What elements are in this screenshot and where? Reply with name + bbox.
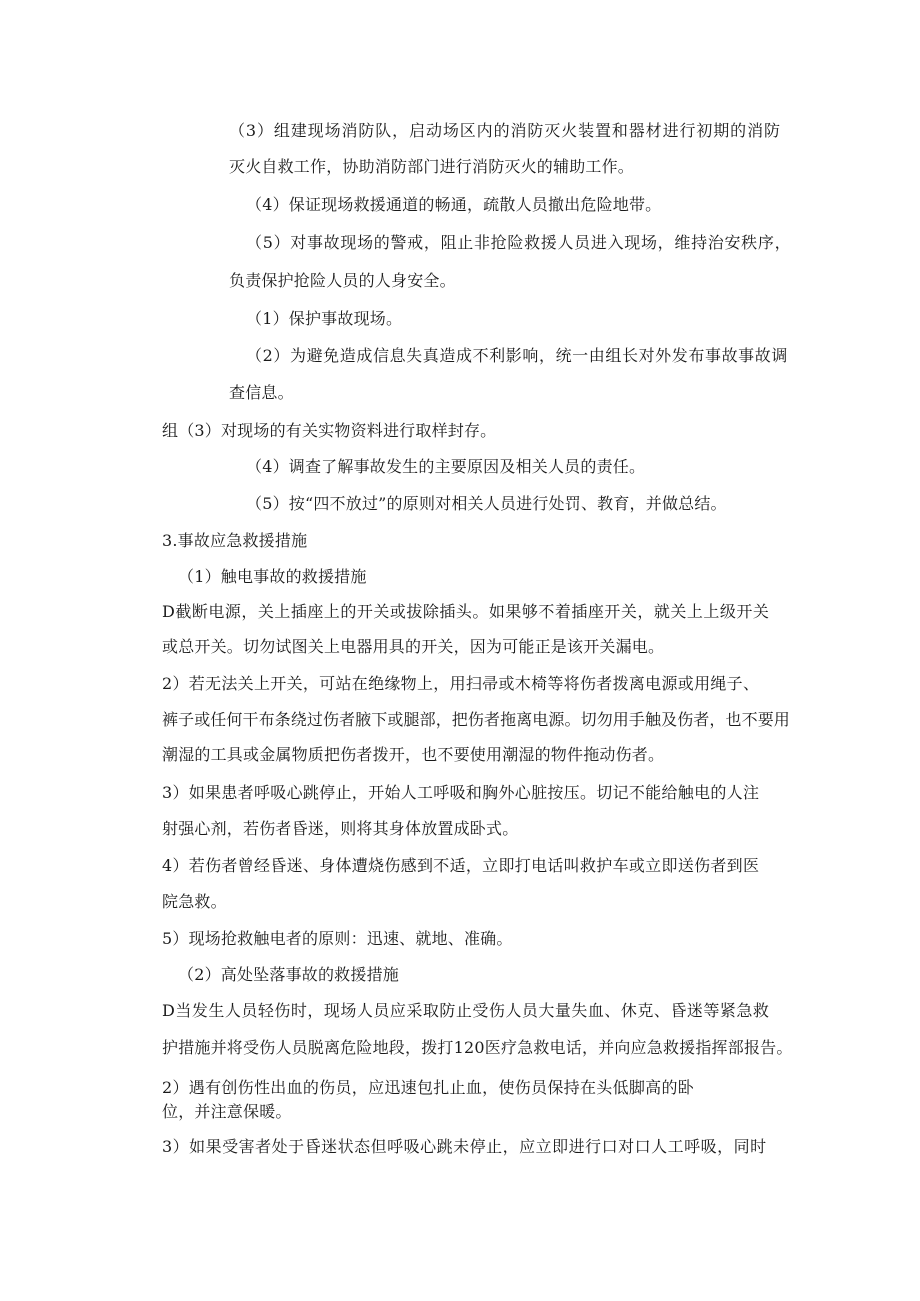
text-line: 查信息。 xyxy=(229,383,294,402)
text-line: （2）为避免造成信息失真造成不利影响，统一由组长对外发布事故事故调 xyxy=(246,346,788,365)
text-line: 3）如果患者呼吸心跳停止，开始人工呼吸和胸外心脏按压。切记不能给触电的人注 xyxy=(162,783,760,802)
text-line: 4）若伤者曾经昏迷、身体遭烧伤感到不适，立即打电话叫救护车或立即送伤者到医 xyxy=(162,856,760,875)
text-line: 射强心剂，若伤者昏迷，则将其身体放置成卧式。 xyxy=(162,819,519,838)
text-line: 位，并注意保暖。 xyxy=(162,1102,292,1121)
text-line: D截断电源，关上插座上的开关或拔除插头。如果够不着插座开关，就关上上级开关 xyxy=(162,602,770,621)
text-line: 院急救。 xyxy=(162,892,227,911)
section-heading: 3.事故应急救援措施 xyxy=(162,531,308,550)
text-line: 或总开关。切勿试图关上电器用具的开关，因为可能正是该开关漏电。 xyxy=(162,637,665,656)
text-line: （1）保护事故现场。 xyxy=(246,309,403,328)
text-line: 潮湿的工具或金属物质把伤者拨开，也不要使用潮湿的物件拖动伤者。 xyxy=(162,745,665,764)
text-line: （4）保证现场救援通道的畅通，疏散人员撤出危险地带。 xyxy=(246,195,662,214)
subsection-heading: （2）高处坠落事故的救援措施 xyxy=(178,965,399,984)
text-line: 护措施并将受伤人员脱离危险地段，拨打120医疗急救电话，并向应急救援指挥部报告。 xyxy=(162,1038,793,1057)
text-line: D当发生人员轻伤时，现场人员应采取防止受伤人员大量失血、休克、昏迷等紧急救 xyxy=(162,1001,770,1020)
text-line: 3）如果受害者处于昏迷状态但呼吸心跳未停止，应立即进行口对口人工呼吸，同时 xyxy=(162,1137,767,1156)
text-line: 5）现场抢救触电者的原则：迅速、就地、准确。 xyxy=(162,929,513,948)
text-line: （3）组建现场消防队，启动场区内的消防灭火装置和器材进行初期的消防 xyxy=(229,121,781,140)
text-line: 2）若无法关上开关，可站在绝缘物上，用扫帚或木椅等将伤者拨离电源或用绳子、 xyxy=(162,674,760,693)
text-line: 灭火自救工作，协助消防部门进行消防灭火的辅助工作。 xyxy=(229,157,635,176)
text-line: （5）对事故现场的警戒，阻止非抢险救援人员进入现场，维持治安秩序， xyxy=(246,233,792,252)
text-line: 负责保护抢险人员的人身安全。 xyxy=(229,271,456,290)
text-line: 裤子或任何干布条绕过伤者腋下或腿部，把伤者拖离电源。切勿用手触及伤者，也不要用 xyxy=(162,710,790,729)
subsection-heading: （1）触电事故的救援措施 xyxy=(178,567,367,586)
text-line: （4）调查了解事故发生的主要原因及相关人员的责任。 xyxy=(246,457,646,476)
text-line: 组（3）对现场的有关实物资料进行取样封存。 xyxy=(162,421,497,440)
text-line: （5）按“四不放过”的原则对相关人员进行处罚、教育，并做总结。 xyxy=(246,494,727,513)
text-line: 2）遇有创伤性出血的伤员，应迅速包扎止血，使伤员保持在头低脚高的卧 xyxy=(162,1078,695,1097)
